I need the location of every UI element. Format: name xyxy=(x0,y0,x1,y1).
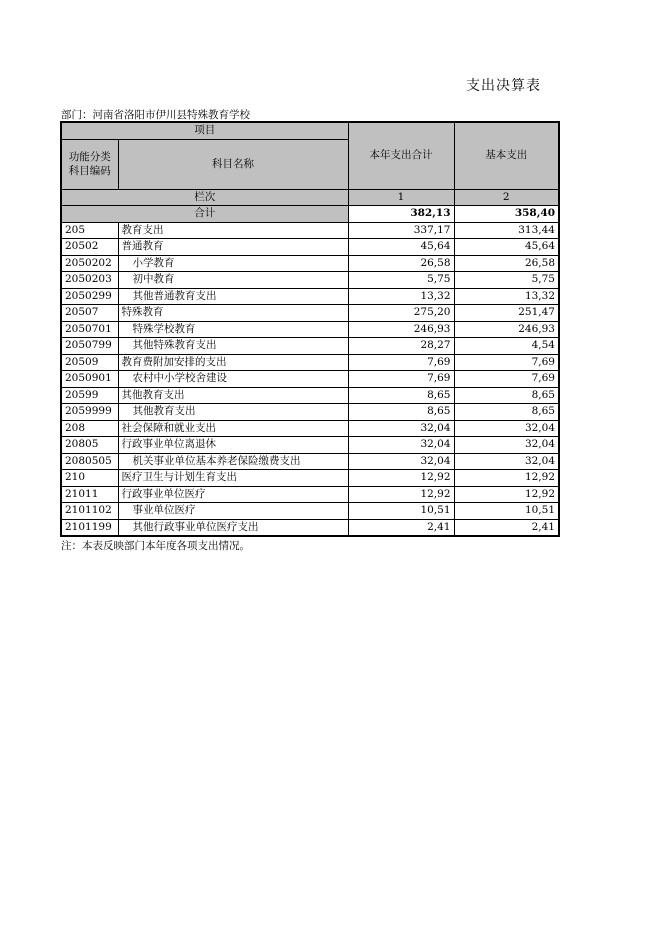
name-cell: 农村中小学校舍建设 xyxy=(118,371,348,388)
sum-row xyxy=(61,206,559,223)
name-cell: 其他行政事业单位医疗支出 xyxy=(118,519,348,536)
data-rows xyxy=(61,222,559,536)
table-row xyxy=(61,470,559,487)
code-cell: 20509 xyxy=(61,354,118,371)
basic-cell: 12,92 xyxy=(454,486,559,503)
header-code xyxy=(61,139,118,189)
table-row xyxy=(61,371,559,388)
basic-cell: 246,93 xyxy=(454,321,559,338)
table-row xyxy=(61,404,559,421)
table-row xyxy=(61,420,559,437)
name-cell: 行政事业单位医疗 xyxy=(118,486,348,503)
total-cell: 5,75 xyxy=(348,272,454,289)
name-cell: 行政事业单位离退休 xyxy=(118,437,348,454)
name-cell: 特殊教育 xyxy=(118,305,348,322)
table-row xyxy=(61,222,559,239)
table-note: 注：本表反映部门本年度各项支出情况。 xyxy=(61,540,250,552)
header-name: 科目名称 xyxy=(118,139,348,189)
code-cell: 2101102 xyxy=(61,503,118,520)
basic-cell: 251,47 xyxy=(454,305,559,322)
header-code-line1: 功能分类 xyxy=(68,151,111,163)
table-row xyxy=(61,519,559,536)
header-basic: 基本支出 xyxy=(454,122,559,189)
total-cell: 28,27 xyxy=(348,338,454,355)
column-index-basic: 2 xyxy=(454,189,559,206)
department-label: 部门：河南省洛阳市伊川县特殊教育学校 xyxy=(61,109,250,121)
code-cell: 2050901 xyxy=(61,371,118,388)
basic-cell: 2,41 xyxy=(454,519,559,536)
code-cell: 2101199 xyxy=(61,519,118,536)
name-cell: 其他特殊教育支出 xyxy=(118,338,348,355)
table-row xyxy=(61,503,559,520)
column-index-label: 栏次 xyxy=(61,189,348,206)
total-cell: 10,51 xyxy=(348,503,454,520)
name-cell: 机关事业单位基本养老保险缴费支出 xyxy=(118,453,348,470)
basic-cell: 7,69 xyxy=(454,354,559,371)
basic-cell: 8,65 xyxy=(454,404,559,421)
table-row xyxy=(61,272,559,289)
code-cell: 20507 xyxy=(61,305,118,322)
table-row xyxy=(61,338,559,355)
code-cell: 2050299 xyxy=(61,288,118,305)
basic-cell: 32,04 xyxy=(454,420,559,437)
code-cell: 2059999 xyxy=(61,404,118,421)
basic-cell: 45,64 xyxy=(454,239,559,256)
total-cell: 7,69 xyxy=(348,354,454,371)
basic-cell: 12,92 xyxy=(454,470,559,487)
code-cell: 2050799 xyxy=(61,338,118,355)
basic-cell: 313,44 xyxy=(454,222,559,239)
table-row xyxy=(61,453,559,470)
table-row xyxy=(61,486,559,503)
total-cell: 26,58 xyxy=(348,255,454,272)
basic-cell: 7,69 xyxy=(454,371,559,388)
total-cell: 2,41 xyxy=(348,519,454,536)
name-cell: 特殊学校教育 xyxy=(118,321,348,338)
name-cell: 教育支出 xyxy=(118,222,348,239)
total-cell: 13,32 xyxy=(348,288,454,305)
expenditure-table xyxy=(60,121,560,537)
code-cell: 20805 xyxy=(61,437,118,454)
name-cell: 社会保障和就业支出 xyxy=(118,420,348,437)
report-title: 支出决算表 xyxy=(466,78,541,94)
table-row xyxy=(61,288,559,305)
table-row xyxy=(61,239,559,256)
total-cell: 337,17 xyxy=(348,222,454,239)
column-index-total: 1 xyxy=(348,189,454,206)
total-cell: 32,04 xyxy=(348,437,454,454)
code-cell: 210 xyxy=(61,470,118,487)
code-cell: 20502 xyxy=(61,239,118,256)
basic-cell: 5,75 xyxy=(454,272,559,289)
code-cell: 20599 xyxy=(61,387,118,404)
basic-cell: 10,51 xyxy=(454,503,559,520)
header-code-line2: 科目编码 xyxy=(68,165,111,177)
code-cell: 21011 xyxy=(61,486,118,503)
basic-cell: 32,04 xyxy=(454,453,559,470)
basic-cell: 8,65 xyxy=(454,387,559,404)
header-row-index xyxy=(61,189,559,206)
basic-cell: 32,04 xyxy=(454,437,559,454)
sum-basic: 358,40 xyxy=(454,206,559,223)
total-cell: 12,92 xyxy=(348,486,454,503)
name-cell: 事业单位医疗 xyxy=(118,503,348,520)
code-cell: 2050203 xyxy=(61,272,118,289)
table-row xyxy=(61,437,559,454)
name-cell: 医疗卫生与计划生育支出 xyxy=(118,470,348,487)
code-cell: 208 xyxy=(61,420,118,437)
code-cell: 2080505 xyxy=(61,453,118,470)
code-cell: 2050202 xyxy=(61,255,118,272)
sum-label: 合计 xyxy=(61,206,348,223)
total-cell: 7,69 xyxy=(348,371,454,388)
name-cell: 其他教育支出 xyxy=(118,404,348,421)
total-cell: 8,65 xyxy=(348,387,454,404)
code-cell: 205 xyxy=(61,222,118,239)
sum-total: 382,13 xyxy=(348,206,454,223)
name-cell: 其他教育支出 xyxy=(118,387,348,404)
basic-cell: 4,54 xyxy=(454,338,559,355)
header-project: 项目 xyxy=(61,122,348,139)
table-row xyxy=(61,387,559,404)
name-cell: 教育费附加安排的支出 xyxy=(118,354,348,371)
table-row xyxy=(61,305,559,322)
name-cell: 小学教育 xyxy=(118,255,348,272)
name-cell: 初中教育 xyxy=(118,272,348,289)
header-row-project xyxy=(61,122,559,139)
total-cell: 45,64 xyxy=(348,239,454,256)
table-row xyxy=(61,354,559,371)
header-total: 本年支出合计 xyxy=(348,122,454,189)
code-cell: 2050701 xyxy=(61,321,118,338)
total-cell: 32,04 xyxy=(348,420,454,437)
basic-cell: 26,58 xyxy=(454,255,559,272)
table-row xyxy=(61,255,559,272)
basic-cell: 13,32 xyxy=(454,288,559,305)
name-cell: 其他普通教育支出 xyxy=(118,288,348,305)
name-cell: 普通教育 xyxy=(118,239,348,256)
total-cell: 8,65 xyxy=(348,404,454,421)
table-row xyxy=(61,321,559,338)
total-cell: 275,20 xyxy=(348,305,454,322)
total-cell: 246,93 xyxy=(348,321,454,338)
total-cell: 32,04 xyxy=(348,453,454,470)
total-cell: 12,92 xyxy=(348,470,454,487)
